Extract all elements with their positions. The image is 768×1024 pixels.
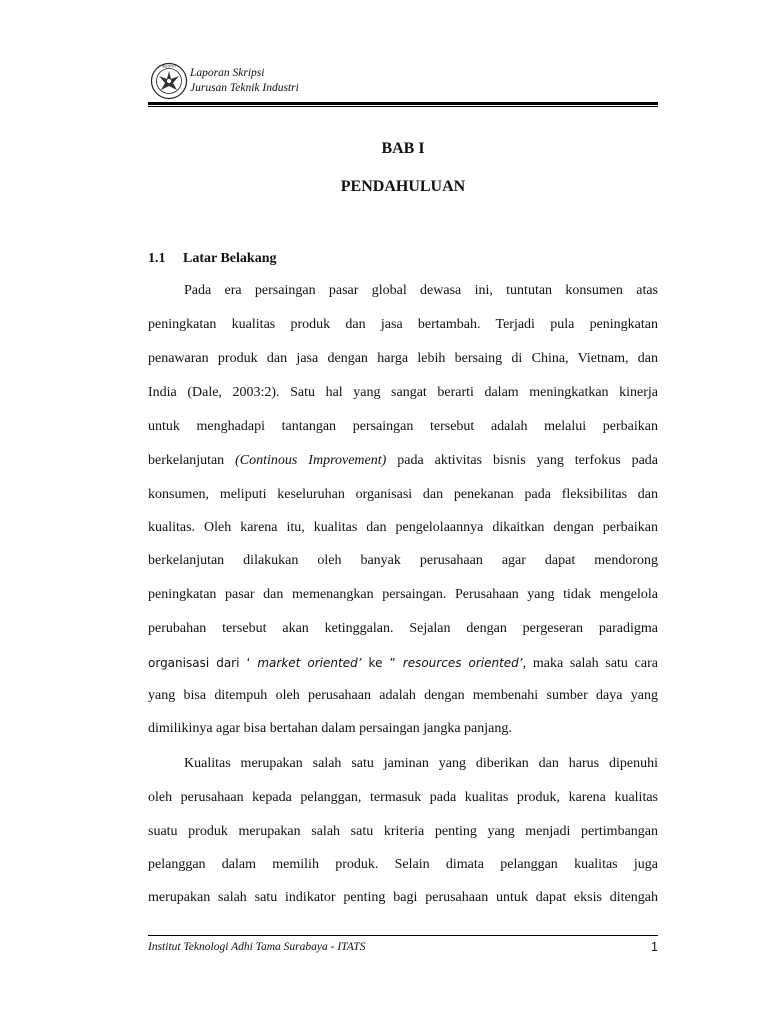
page-header — [148, 60, 658, 104]
header-title — [190, 66, 299, 96]
header-divider — [148, 102, 658, 107]
paragraph-line: yang bisa ditempuh oleh perusahaan adalah dengan membenahi sumber daya yang — [148, 688, 658, 703]
institution-logo-icon — [150, 62, 188, 100]
section-title: Latar Belakang — [183, 251, 277, 266]
header-department: Jurusan Teknik Industri — [190, 82, 299, 94]
paragraph-line: perubahan tersebut akan ketinggalan. Sejalan dengan pergeseran paradigma — [148, 621, 658, 636]
section-heading — [148, 251, 276, 267]
paragraph-line: India (Dale, 2003:2). Satu hal yang sangat berarti dalam meningkatkan kinerja — [148, 385, 658, 400]
paragraph-line: peningkatan kualitas produk dan jasa bertambah. Terjadi pula peningkatan — [148, 317, 658, 332]
paragraph-line: oleh perusahaan kepada pelanggan, termasuk pada kualitas produk, karena kualitas — [148, 790, 658, 805]
text-run: organisasi dari ‘ — [148, 656, 258, 670]
paragraph-line: pelanggan dalam memilih produk. Selain dimata pelanggan kualitas juga — [148, 857, 658, 872]
footer-divider — [148, 935, 658, 936]
text-run: pada aktivitas bisnis yang terfokus pada — [386, 453, 659, 468]
paragraph-line: Kualitas merupakan salah satu jaminan yang diberikan dan harus dipenuhi — [184, 756, 658, 771]
italic-term: market oriented’ — [257, 656, 362, 670]
paragraph-line: penawaran produk dan jasa dengan harga lebih bersaing di China, Vietnam, dan — [148, 351, 658, 366]
svg-text:INSTITUT: INSTITUT — [161, 64, 177, 69]
paragraph-line: peningkatan pasar dan memenangkan persaingan. Perusahaan yang tidak mengelola — [148, 587, 658, 602]
page-number: 1 — [651, 940, 658, 954]
text-run: ke ” — [361, 656, 403, 670]
paragraph-line: berkelanjutan dilakukan oleh banyak perusahaan agar dapat mendorong — [148, 553, 658, 568]
chapter-number: BAB I — [381, 140, 425, 157]
paragraph-line: konsumen, meliputi keseluruhan organisasi dan penekanan pada fleksibilitas dan — [148, 487, 658, 502]
paragraph-line: suatu produk merupakan salah satu kriteria penting yang menjadi pertimbangan — [148, 824, 658, 839]
italic-term: (Continous Improvement) — [235, 453, 387, 468]
footer-institution: Institut Teknologi Adhi Tama Surabaya - ITATS — [148, 941, 366, 953]
paragraph-line: Pada era persaingan pasar global dewasa ini, tuntutan konsumen atas — [184, 283, 658, 298]
paragraph-line — [148, 452, 658, 470]
chapter-title: PENDAHULUAN — [340, 178, 466, 195]
paragraph-line — [148, 654, 658, 673]
text-run: , maka salah satu cara — [522, 656, 658, 671]
paragraph-line: kualitas. Oleh karena itu, kualitas dan pengelolaannya dikaitkan dengan perbaikan — [148, 520, 658, 535]
text-run: berkelanjutan — [148, 453, 236, 468]
header-report-type: Laporan Skripsi — [190, 67, 265, 79]
paragraph-line: untuk menghadapi tantangan persaingan tersebut adalah melalui perbaikan — [148, 419, 658, 434]
italic-term: resources oriented’ — [402, 656, 523, 670]
paragraph-line: dimilikinya agar bisa bertahan dalam persaingan jangka panjang. — [148, 721, 512, 736]
section-number: 1.1 — [148, 251, 166, 266]
paragraph-line: merupakan salah satu indikator penting bagi perusahaan untuk dapat eksis ditengah — [148, 890, 658, 905]
